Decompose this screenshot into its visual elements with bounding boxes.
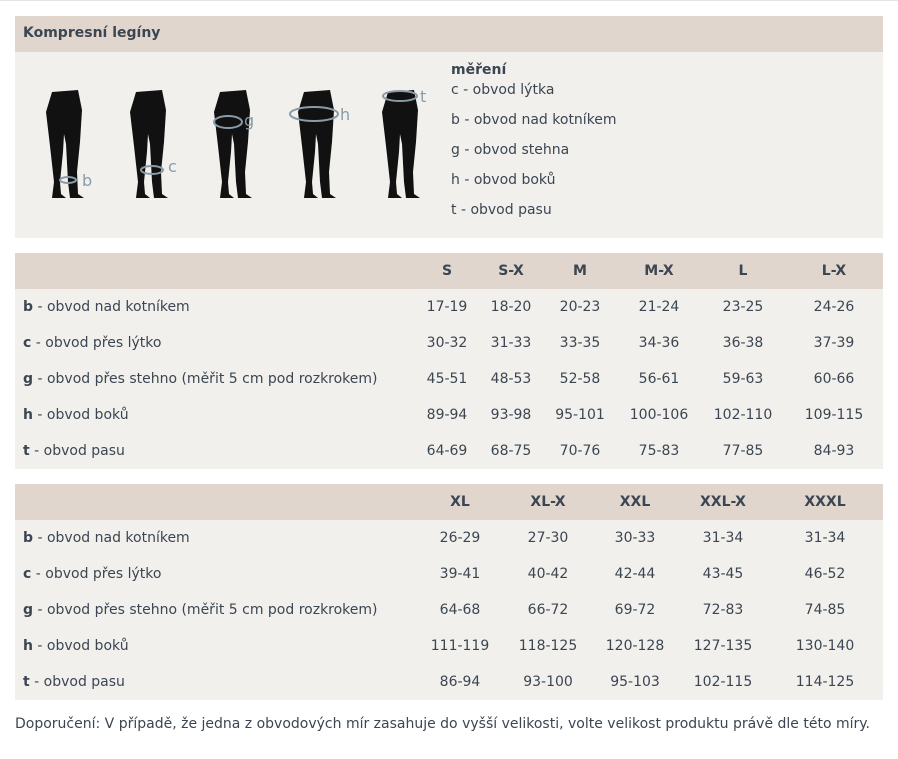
row-key: b <box>23 530 34 546</box>
table-cell: 75-83 <box>617 433 701 469</box>
row-label <box>15 520 415 556</box>
table-cell: 127-135 <box>679 628 767 664</box>
table-row <box>15 664 883 700</box>
table-row <box>15 628 883 664</box>
size-table-1 <box>15 253 883 469</box>
row-label <box>15 628 415 664</box>
row-label-text: - obvod přes lýtko <box>31 566 162 582</box>
size-header: XXL <box>591 484 679 520</box>
measurement-letter: c <box>168 157 177 176</box>
measurement-letter: h <box>340 105 351 124</box>
size-header: M <box>543 253 617 289</box>
table-row <box>15 433 883 469</box>
size-header: XXXL <box>767 484 883 520</box>
measurement-figures <box>30 82 430 202</box>
table-cell: 24-26 <box>785 289 883 325</box>
table-cell: 23-25 <box>701 289 785 325</box>
table-cell: 30-33 <box>591 520 679 556</box>
table-cell: 93-98 <box>479 397 543 433</box>
table-cell: 64-69 <box>415 433 479 469</box>
table-row <box>15 361 883 397</box>
row-key: c <box>23 335 32 351</box>
row-key: c <box>23 566 32 582</box>
leg-silhouette-icon <box>366 82 446 202</box>
measurement-panel <box>15 52 883 238</box>
table-cell: 27-30 <box>505 520 591 556</box>
table-cell: 60-66 <box>785 361 883 397</box>
size-header-blank <box>15 253 415 289</box>
row-key: g <box>23 602 34 618</box>
legend-item-t: t - obvod pasu <box>451 202 552 218</box>
table-cell: 68-75 <box>479 433 543 469</box>
table-cell: 31-34 <box>679 520 767 556</box>
table-cell: 89-94 <box>415 397 479 433</box>
top-divider <box>0 0 898 1</box>
figure-h-hips <box>282 82 362 202</box>
row-label <box>15 397 415 433</box>
row-label <box>15 556 415 592</box>
row-key: h <box>23 407 33 423</box>
panel-title: Kompresní legíny <box>23 25 161 41</box>
table-cell: 93-100 <box>505 664 591 700</box>
row-label-text: - obvod přes stehno (měřit 5 cm pod rozkrokem) <box>33 602 378 618</box>
measurement-letter: t <box>420 87 427 106</box>
table-cell: 31-34 <box>767 520 883 556</box>
row-label-text: - obvod boků <box>32 407 129 423</box>
row-key: t <box>23 674 30 690</box>
table-cell: 42-44 <box>591 556 679 592</box>
row-key: g <box>23 371 34 387</box>
row-label-text: - obvod boků <box>32 638 129 654</box>
leg-silhouette-icon <box>282 82 362 202</box>
table-cell: 130-140 <box>767 628 883 664</box>
figure-t-waist <box>366 82 446 202</box>
measurement-legend <box>451 62 617 230</box>
table-cell: 36-38 <box>701 325 785 361</box>
table-cell: 114-125 <box>767 664 883 700</box>
table-cell: 26-29 <box>415 520 505 556</box>
leg-silhouette-icon <box>114 82 194 202</box>
table-cell: 56-61 <box>617 361 701 397</box>
table-cell: 17-19 <box>415 289 479 325</box>
table-cell: 77-85 <box>701 433 785 469</box>
row-label <box>15 664 415 700</box>
measurement-letter: g <box>244 111 255 130</box>
row-label <box>15 289 415 325</box>
table-cell: 52-58 <box>543 361 617 397</box>
row-label-text: - obvod pasu <box>29 443 125 459</box>
measurement-letter: b <box>82 171 93 190</box>
table-cell: 48-53 <box>479 361 543 397</box>
row-label <box>15 361 415 397</box>
leggings-shape <box>214 90 255 198</box>
figure-g-thigh <box>198 82 278 202</box>
table-row <box>15 520 883 556</box>
size-header: L <box>701 253 785 289</box>
table-cell: 37-39 <box>785 325 883 361</box>
table-cell: 120-128 <box>591 628 679 664</box>
panel-header <box>15 16 883 52</box>
row-label-text: - obvod přes lýtko <box>31 335 162 351</box>
table-cell: 21-24 <box>617 289 701 325</box>
table-row <box>15 556 883 592</box>
leg-silhouette-icon <box>30 82 110 202</box>
table-row <box>15 289 883 325</box>
figure-c-calf <box>114 82 194 202</box>
legend-item-h: h - obvod boků <box>451 172 556 188</box>
table-cell: 20-23 <box>543 289 617 325</box>
table-cell: 74-85 <box>767 592 883 628</box>
row-label-text: - obvod nad kotníkem <box>33 299 190 315</box>
table-cell: 40-42 <box>505 556 591 592</box>
table-cell: 102-110 <box>701 397 785 433</box>
row-label <box>15 325 415 361</box>
legend-title: měření <box>451 62 507 78</box>
table-cell: 30-32 <box>415 325 479 361</box>
size-header: M-X <box>617 253 701 289</box>
size-header: XXL-X <box>679 484 767 520</box>
size-header: L-X <box>785 253 883 289</box>
table-cell: 86-94 <box>415 664 505 700</box>
row-key: t <box>23 443 30 459</box>
table-cell: 95-101 <box>543 397 617 433</box>
table-cell: 111-119 <box>415 628 505 664</box>
table-cell: 69-72 <box>591 592 679 628</box>
recommendation-note: Doporučení: V případě, že jedna z obvodových mír zasahuje do vyšší velikosti, volte velikost produktu právě dle této míry. <box>15 716 870 732</box>
table-cell: 18-20 <box>479 289 543 325</box>
row-label-text: - obvod přes stehno (měřit 5 cm pod rozkrokem) <box>33 371 378 387</box>
table-cell: 39-41 <box>415 556 505 592</box>
table-cell: 118-125 <box>505 628 591 664</box>
size-header-row <box>15 253 883 289</box>
leg-silhouette-icon <box>198 82 278 202</box>
table-cell: 33-35 <box>543 325 617 361</box>
row-label-text: - obvod pasu <box>29 674 125 690</box>
table-cell: 100-106 <box>617 397 701 433</box>
table-cell: 34-36 <box>617 325 701 361</box>
row-label <box>15 592 415 628</box>
row-label <box>15 433 415 469</box>
row-label-text: - obvod nad kotníkem <box>33 530 190 546</box>
size-header: XL <box>415 484 505 520</box>
leggings-shape <box>382 90 420 198</box>
table-cell: 109-115 <box>785 397 883 433</box>
row-key: h <box>23 638 33 654</box>
table-row <box>15 397 883 433</box>
table-cell: 70-76 <box>543 433 617 469</box>
legend-item-g: g - obvod stehna <box>451 142 570 158</box>
leggings-shape <box>130 90 168 198</box>
legend-item-b: b - obvod nad kotníkem <box>451 112 617 128</box>
row-key: b <box>23 299 34 315</box>
table-cell: 46-52 <box>767 556 883 592</box>
table-row <box>15 325 883 361</box>
table-cell: 66-72 <box>505 592 591 628</box>
size-header: S <box>415 253 479 289</box>
size-table-2 <box>15 484 883 700</box>
table-cell: 45-51 <box>415 361 479 397</box>
legend-item-c: c - obvod lýtka <box>451 82 555 98</box>
table-cell: 31-33 <box>479 325 543 361</box>
table-cell: 72-83 <box>679 592 767 628</box>
size-header-row <box>15 484 883 520</box>
size-header-blank <box>15 484 415 520</box>
table-cell: 64-68 <box>415 592 505 628</box>
table-cell: 102-115 <box>679 664 767 700</box>
table-cell: 84-93 <box>785 433 883 469</box>
table-cell: 95-103 <box>591 664 679 700</box>
table-cell: 59-63 <box>701 361 785 397</box>
figure-b-ankle <box>30 82 110 202</box>
table-row <box>15 592 883 628</box>
size-header: S-X <box>479 253 543 289</box>
size-header: XL-X <box>505 484 591 520</box>
table-cell: 43-45 <box>679 556 767 592</box>
